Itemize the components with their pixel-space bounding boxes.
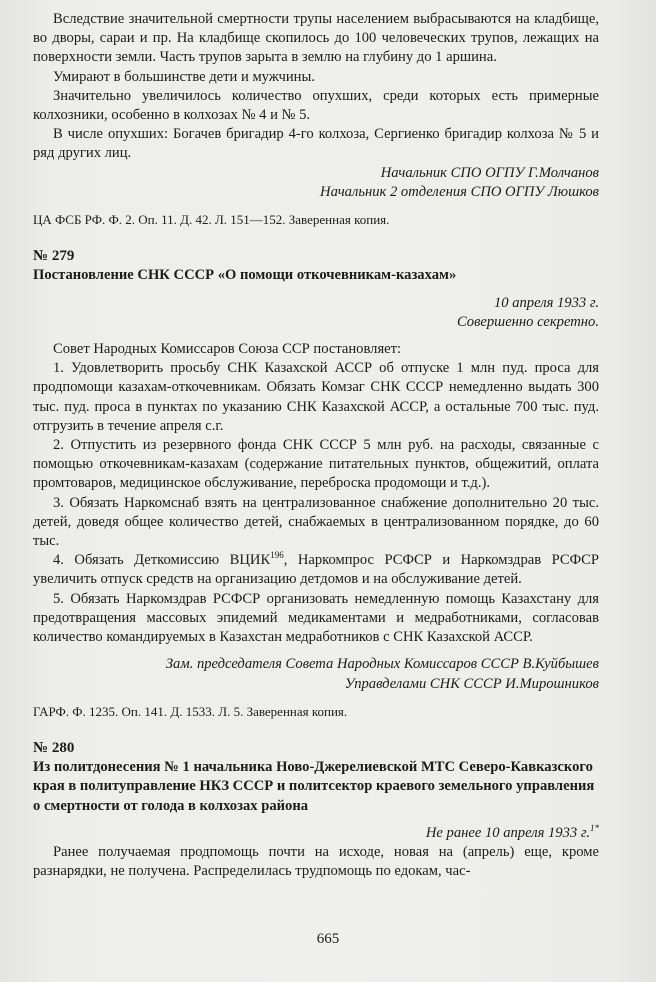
paragraph: Ранее получаемая продпомощь почти на исходе, новая на (апрель) еще, кроме разнарядки, не получена. Распределилась трудпомощь по едокам, час- <box>33 843 599 880</box>
footnote-ref: 196 <box>270 550 284 561</box>
paragraph: Совет Народных Комиссаров Союза ССР постановляет: <box>53 341 402 358</box>
paragraph: Вследствие значительной смертности трупы населением выбрасываются на кладбище, во дворы, сараи и пр. На кладбище скопилось до 100 человеческих трупов, лежащих на поверхности земли. Часть трупов зарыта в землю на глубину до 1 аршина. <box>33 11 599 66</box>
signature-line: Начальник 2 отделения СПО ОГПУ Люшков <box>320 183 599 200</box>
document-date <box>33 824 599 843</box>
archive-source: ЦА ФСБ РФ. Ф. 2. Оп. 11. Д. 42. Л. 151—152. Заверенная копия. <box>33 212 390 228</box>
paragraph-text: , Наркомпрос РСФСР и Наркомздрав РСФСР увеличить отпуск средств на организацию детдомов и на обслуживание детей. <box>33 552 600 588</box>
document-number: № 280 <box>33 739 75 756</box>
signature-line: Зам. председателя Совета Народных Комиссаров СССР В.Куйбышев <box>165 656 599 673</box>
paragraph: 5. Обязать Наркомздрав РСФСР организовать немедленную помощь Казахстану для предотвращения массовых эпидемий медикаментами и медработниками, согласовав количество командируемых в Казахстан медработников с СНК Казахской АССР. <box>33 590 599 646</box>
paragraph: 2. Отпустить из резервного фонда СНК СССР 5 млн руб. на расходы, связанные с помощью откочевникам-казахам (содержание питательных пунктов, общежитий, оплата промтоваров, медицинское обслуживание, переброска продомощи и т.д.). <box>33 437 599 492</box>
paragraph-text: 4. Обязать Деткомиссию ВЦИК <box>53 552 271 569</box>
date-text: Не ранее 10 апреля 1933 г. <box>425 824 590 841</box>
footnote-ref: 1* <box>590 822 599 833</box>
paragraph: 3. Обязать Наркомснаб взять на централизованное снабжение дополнительно 20 тыс. детей, доведя общее количество детей, снабжаемых в централизованном порядке, до 60 тыс. <box>33 494 599 550</box>
document-title: Постановление СНК СССР «О помощи откочевникам-казахам» <box>33 267 457 284</box>
document-date: 10 апреля 1933 г. <box>493 294 599 311</box>
paragraph: 1. Удовлетворить просьбу СНК Казахской АССР об отпуске 1 млн пуд. проса для продпомощи казахам-откочевникам. Обязать Комзаг СНК СССР немедленно выдать 300 тыс. пуд. проса в пунктах по указанию СНК Казахской АССР, а остальные 700 тыс. пуд. отгрузить в течение апреля с.г. <box>33 360 599 434</box>
secrecy-stamp: Совершенно секретно. <box>456 313 599 330</box>
archive-source: ГАРФ. Ф. 1235. Оп. 141. Д. 1533. Л. 5. Заверенная копия. <box>33 703 348 719</box>
paragraph: Значительно увеличилось количество опухших, среди которых есть примерные колхозники, особенно в колхозах № 4 и № 5. <box>33 87 599 124</box>
paragraph <box>33 551 599 589</box>
document-number: № 279 <box>33 248 75 265</box>
page-number: 665 <box>316 931 340 947</box>
signature-line: Управделами СНК СССР И.Мирошников <box>344 675 599 692</box>
page-content <box>33 10 599 881</box>
document-title: Из политдонесения № 1 начальника Ново-Джерелиевской МТС Северо-Кавказского края в политуправление НКЗ СССР и политсектор краевого земельного управления о смертности от голода в колхозах района <box>33 759 595 814</box>
signature-line: Начальник СПО ОГПУ Г.Молчанов <box>380 164 599 181</box>
paragraph: В числе опухших: Богачев бригадир 4-го колхоза, Сергиенко бригадир колхоза № 5 и ряд других лиц. <box>33 126 599 162</box>
paragraph: Умирают в большинстве дети и мужчины. <box>53 68 315 85</box>
